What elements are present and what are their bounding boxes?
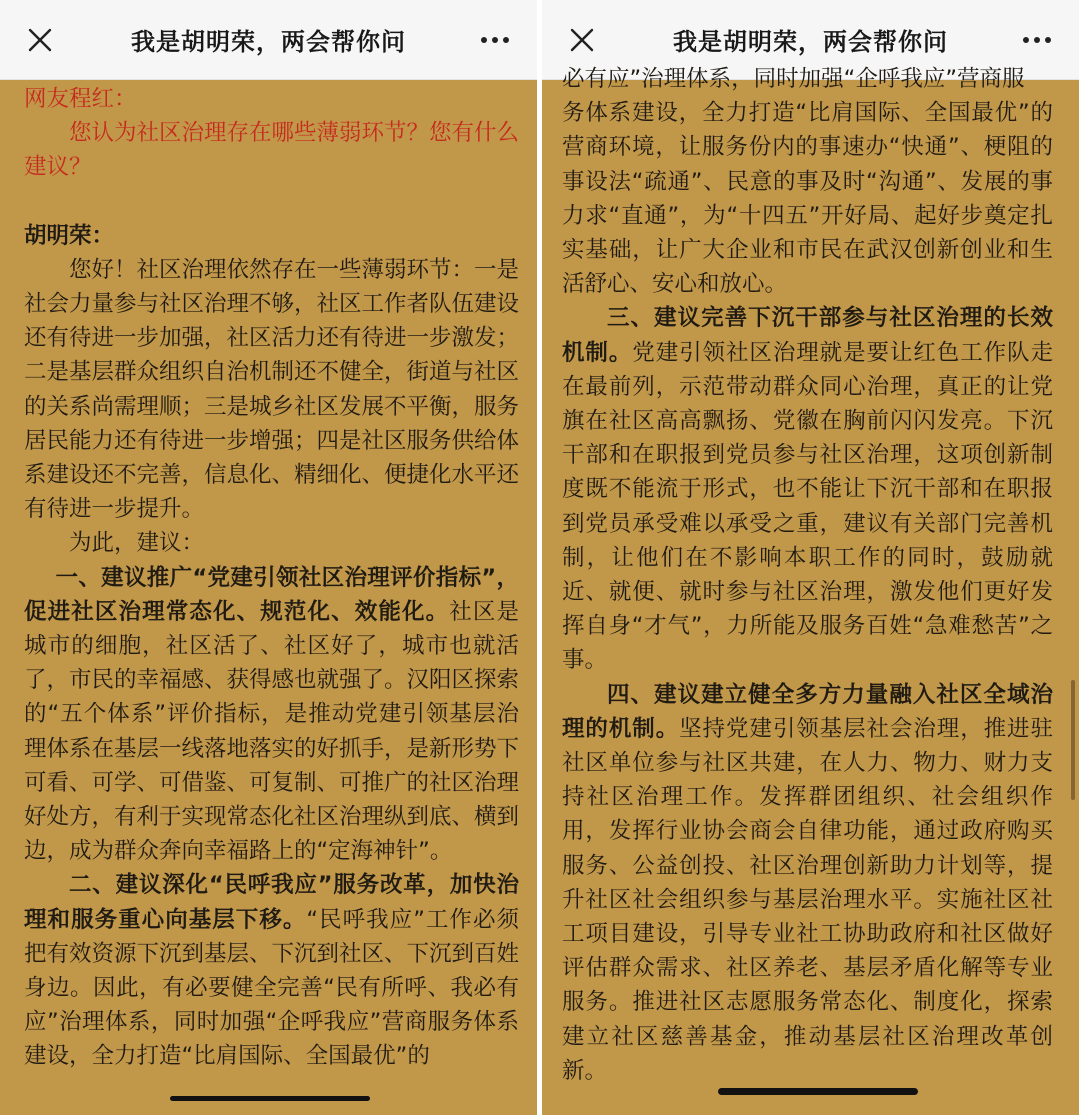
section-heading: 四、建议建立健全多方力量融入社区全域治理的机制。 xyxy=(562,681,1053,742)
home-indicator xyxy=(718,1088,918,1095)
continued-paragraph: 务体系建设，全力打造“比肩国际、全国最优”的营商环境，让服务份内的事速办“快通”、梗阻的事设法“疏通”、民意的事及时“沟通”、发展的事力求“直通”，为“十四五”开好局、起好步奠定扎实基础，让广大企业和市民在武汉创新创业和生活舒心、安心和放心。 xyxy=(562,100,1053,298)
article-body xyxy=(542,66,1079,1115)
question-text: 您认为社区治理存在哪些薄弱环节？您有什么建议？ xyxy=(24,120,520,181)
close-button[interactable] xyxy=(564,22,600,58)
close-icon xyxy=(27,27,53,53)
answer-paragraph: 您好！社区治理依然存在一些薄弱环节：一是社会力量参与社区治理不够，社区工作者队伍建设还有待进一步加强，社区活力还有待进一步激发；二是基层群众组织自治机制还不健全，街道与社区的关系尚需理顺；三是城乡社区发展不平衡，服务居民能力还有待进一步增强；四是社区服务供给体系建设还不完善，信息化、精细化、便捷化水平还有待进一步提升。 xyxy=(24,256,520,523)
right-screenshot xyxy=(542,0,1079,1115)
answerer-name: 胡明荣： xyxy=(24,222,115,249)
page-title: 我是胡明荣，两会帮你问 xyxy=(131,28,406,56)
page-title: 我是胡明荣，两会帮你问 xyxy=(673,28,948,56)
section-paragraph xyxy=(562,678,1053,1088)
section-body: 坚持党建引领基层社会治理，推进驻社区单位参与社区共建，在人力、物力、财力支持社区治理工作。发挥群团组织、社会组织作用，发挥行业协会商会自律功能，通过政府购买服务、公益创投、社区治理创新助力计划等，提升社区社会组织参与基层治理水平。实施社区社工项目建设，引导专业社工协助政府和社区做好评估群众需求、社区养老、基层矛盾化解等专业服务。推进社区志愿服务常态化、制度化，探索建立社区慈善基金，推动基层社区治理改革创新。 xyxy=(562,715,1053,1084)
more-button[interactable] xyxy=(1017,22,1057,58)
nav-bar xyxy=(0,0,537,80)
section-paragraph xyxy=(24,868,519,1073)
left-screenshot xyxy=(0,0,537,1115)
section-body: 社区是城市的细胞，社区活了、社区好了，城市也就活了，市民的幸福感、获得感也就强了。汉阳区探索的“五个体系”评价指标，是推动党建引领基层治理体系在基层一线落地落实的好抓手，是新形势下可看、可学、可借鉴、可复制、可推广的社区治理好处方，有利于实现常态化社区治理纵到底、横到边，成为群众奔向幸福路上的“定海神针”。 xyxy=(24,598,520,865)
close-icon xyxy=(569,27,595,53)
article-body xyxy=(0,80,537,1115)
section-paragraph xyxy=(562,301,1053,677)
article-text xyxy=(562,62,1053,1088)
close-button[interactable] xyxy=(22,22,58,58)
section-heading: 三、建议完善下沉干部参与社区治理的长效机制。 xyxy=(562,305,1053,366)
answer-paragraph: 为此，建议： xyxy=(69,530,205,557)
partial-line: 必有应”治理体系，同时加强“企呼我应”营商服 xyxy=(562,66,1025,92)
spacer xyxy=(24,185,519,219)
more-button[interactable] xyxy=(475,22,515,58)
netizen-name: 网友程红： xyxy=(24,86,137,112)
section-body: “民呼我应”工作必须把有效资源下沉到基层、下沉到社区、下沉到百姓身边。因此，有必要健全完善“民有所呼、我必有应”治理体系，同时加强“企呼我应”营商服务体系建设，全力打造“比肩国际、全国最优”的 xyxy=(24,906,520,1070)
section-body: 党建引领社区治理就是要让红色工作队走在最前列，示范带动群众同心治理，真正的让党旗在社区高高飘扬、党徽在胸前闪闪发亮。下沉干部和在职报到党员参与社区治理，这项创新制度既不能流于形式，也不能让下沉干部和在职报到党员承受难以承受之重，建议有关部门完善机制，让他们在不影响本职工作的同时，鼓励就近、就便、就时参与社区治理，激发他们更好发挥自身“才气”，力所能及服务百姓“急难愁苦”之事。 xyxy=(562,339,1053,674)
scrollbar[interactable] xyxy=(1071,680,1075,800)
home-indicator xyxy=(170,1096,370,1101)
section-heading: 一、建议推广“党建引领社区治理评价指标”，促进社区治理常态化、规范化、效能化。 xyxy=(24,564,519,625)
more-icon xyxy=(1022,36,1052,44)
article-text xyxy=(24,82,519,1074)
section-heading: 二、建议深化“民呼我应”服务改革，加快治理和服务重心向基层下移。 xyxy=(24,872,519,933)
more-icon xyxy=(480,36,510,44)
section-paragraph xyxy=(24,561,519,869)
